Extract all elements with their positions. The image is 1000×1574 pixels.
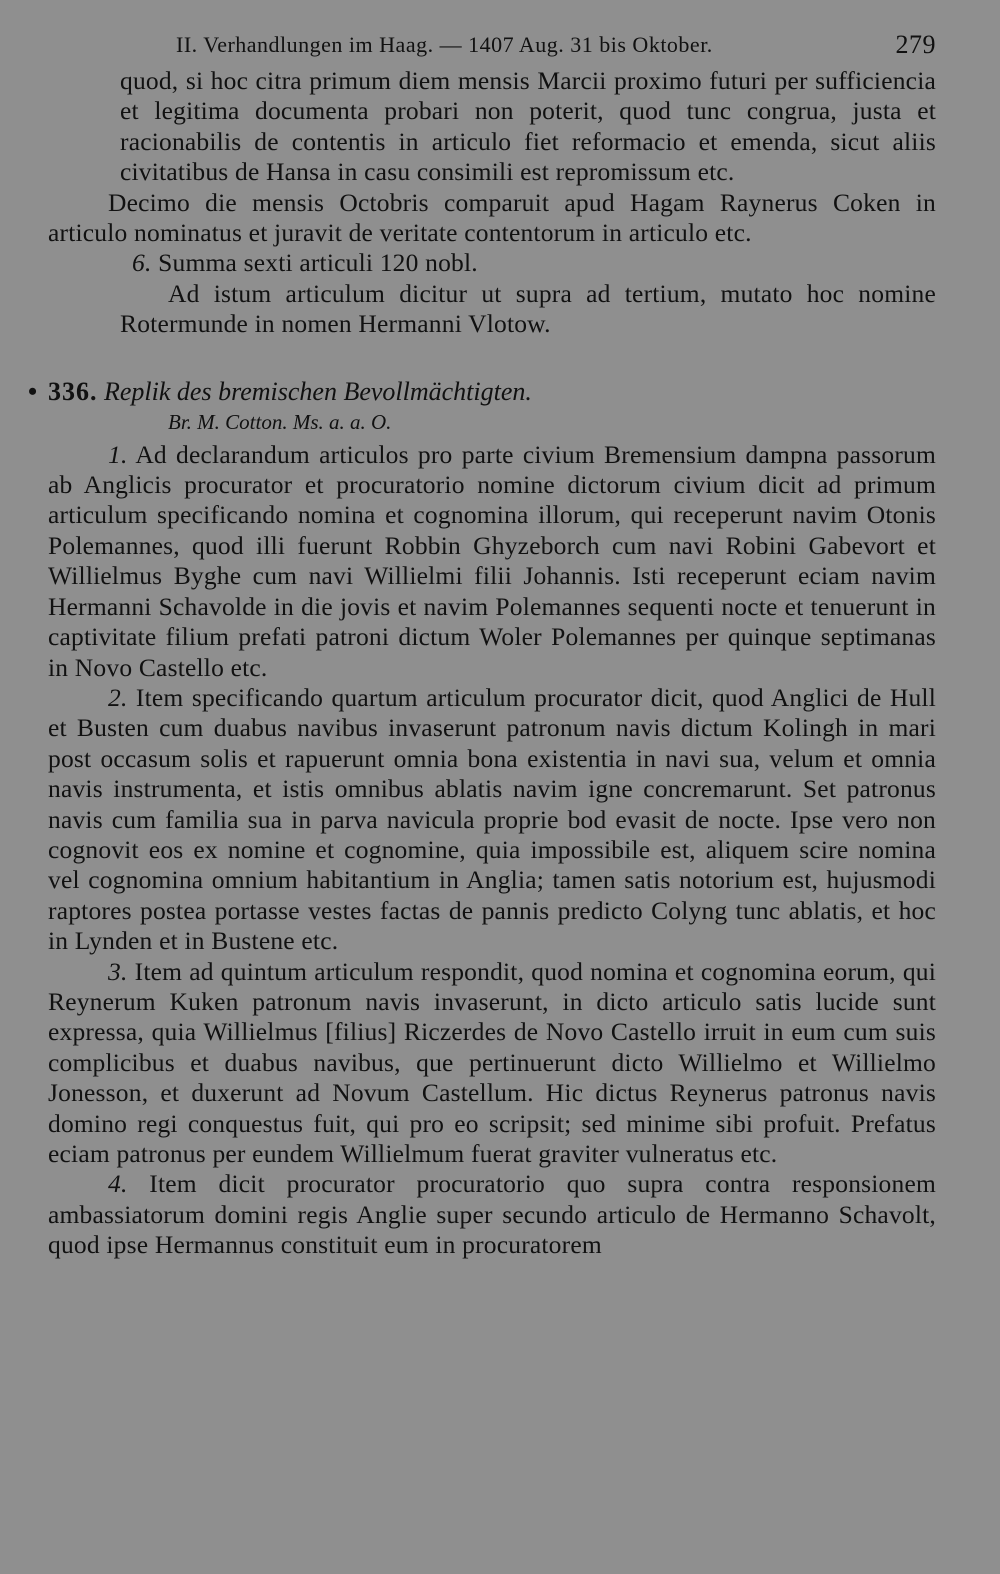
paragraph-continuation: quod, si hoc citra primum diem mensis Marcii proximo futuri per sufficiencia et legitima documenta probari non poterit, quod tunc congrua, justa et racionabilis de contentis in articulo fiet reformacio et emenda, sicut aliis civitatibus de Hansa in casu consimili est repromissum etc. — [120, 66, 936, 187]
entry-title: Replik des bremischen Bevollmächtigten. — [104, 376, 532, 406]
article-number: 2. — [108, 682, 128, 712]
article-text: Item specificando quartum articulum procurator dicit, quod Anglici de Hull et Busten cum duabus navibus invaserunt patronum navis dictum Kolingh in mari post occasum solis et rapuerunt omnia bona existentia in navi sua, velum et omnia navis instrumenta, et istis omnibus ablatis navim igne concremarunt. Set patronus navis cum familia sua in parva navicula proprie bod evasit de nocte. Ipse vero non cognovit eos ex nomine et cognomine, quia impossibile est, aliquem scire nomina vel cognomina omnium habitantium in Anglia; tamen satis notorium est, hujusmodi raptores postea portasse vestes factas de pannis predicto Colyng tunc ablatis, et hoc in Lynden et in Bustene etc. — [48, 682, 936, 956]
page-number: 279 — [895, 30, 936, 59]
entry-bullet: • — [28, 376, 38, 406]
article-1 — [48, 440, 936, 683]
article-number: 4. — [108, 1169, 128, 1199]
article-2 — [48, 683, 936, 957]
article-number: 3. — [108, 956, 128, 986]
article-4 — [48, 1169, 936, 1260]
article-text: Item dicit procurator procuratorio quo supra contra responsionem ambassiatorum domini regis Anglie super secundo articulo de Hermanno Schavolt, quod ipse Hermannus constituit eum in procuratorem — [48, 1169, 937, 1260]
document-page — [28, 26, 937, 1261]
ad-istum-text: Ad istum articulum dicitur ut supra ad tertium, mutato hoc nomine Rotermunde in nomen Hermanni Vlotow. — [120, 278, 936, 339]
page-header — [48, 26, 936, 66]
running-title: II. Verhandlungen im Haag. — 1407 Aug. 31 bis Oktober. — [176, 32, 713, 57]
paragraph-ad-istum — [48, 279, 936, 340]
paragraph-summa — [48, 248, 936, 278]
article-text: Item ad quintum articulum respondit, quod nomina et cognomina eorum, qui Reynerum Kuken patronum navis invaserunt, in dicto articulo satis lucide sunt expressa, quia Willielmus [filius] Riczerdes de Novo Castello irruit in eum cum suis complicibus et duabus navibus, que pertinuerunt dicto Willielmo et Willielmo Jonesson, et duxerunt ad Novum Castellum. Hic dictus Reynerus patronus navis domino regi conquestus fuit, qui pro eo scripsit; sed minime sibi profuit. Prefatus eciam patronus per eundem Willielmum fuerat graviter vulneratus etc. — [48, 956, 936, 1168]
summa-text: Summa sexti articuli 120 nobl. — [158, 248, 478, 278]
article-3 — [48, 957, 936, 1170]
paragraph-decimo-die: Decimo die mensis Octobris comparuit apud Hagam Raynerus Coken in articulo nominatus et juravit de veritate contentorum in articulo etc. — [48, 187, 936, 248]
entry-source: Br. M. Cotton. Ms. a. a. O. — [168, 409, 392, 434]
entry-heading — [28, 376, 936, 408]
article-number: 6. — [132, 248, 152, 278]
article-number: 1. — [108, 439, 128, 469]
entry-number: 336. — [48, 376, 98, 406]
article-text: Ad declarandum articulos pro parte civium Bremensium dampna passorum ab Anglicis procurator et procuratorio nomine dictorum civium dicit ad primum articulum specificando nomina et cognomina illorum, qui receperunt navim Otonis Polemannes, quod illi fuerunt Robbin Ghyzeborch cum navi Robini Gabevort et Willielmus Byghe cum navi Willielmi filii Johannis. Isti receperunt eciam navim Hermanni Schavolde in die jovis et navim Polemannes sequenti nocte et tenuerunt in captivitate filium prefati patroni dictum Woler Polemannes per quinque septimanas in Novo Castello etc. — [48, 439, 936, 682]
